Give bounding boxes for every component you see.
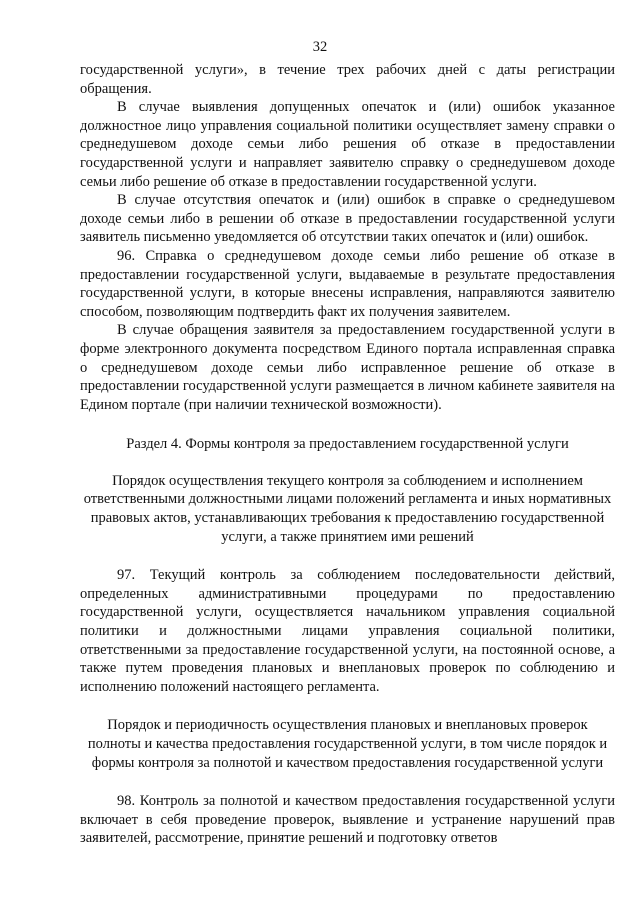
document-body [80,61,615,848]
paragraph-96: 96. Справка о среднедушевом доходе семьи либо решение об отказе в предоставлении государственной услуги, выдаваемые в результате предоставления государственной услуги, в которые внесены исправления, направляются заявителю способом, позволяющим подтвердить факт их получения заявителем. [80,247,615,320]
paragraph-electronic-document: В случае обращения заявителя за предоставлением государственной услуги в форме электронного документа посредством Единого портала исправленная справка о среднедушевом доходе семьи либо исправленное решение об отказе в предоставлении государственной услуги размещается в личном кабинете заявителя на Едином портале (при наличии технической возможности). [80,322,615,413]
paragraph-97: 97. Текущий контроль за соблюдением последовательности действий, определенных административными процедурами по предоставлению государственной услуги, осуществляется начальником управления социальной политики и должностными лицами управления социальной политики, ответственными за предоставление государственной услуги, на постоянной основе, а также путем проведения плановых и внеплановых проверок по соблюдению и исполнению положений настоящего регламента. [80,567,615,695]
paragraph-typo-correction: В случае выявления допущенных опечаток и (или) ошибок указанное должностное лицо управления социальной политики осуществляет замену справки о среднедушевом доходе семьи либо решения об отказе в предоставлении государственной услуги и направляет заявителю справку о среднедушевом доходе семьи либо решение об отказе в предоставлении государственной услуги. [80,99,615,190]
paragraph-continuation: государственной услуги», в течение трех рабочих дней с даты регистрации обращения. [80,62,615,97]
page-number: 32 [312,39,328,55]
subheading-current-control: Порядок осуществления текущего контроля за соблюдением и исполнением ответственными должностными лицами положений регламента и иных нормативных правовых актов, устанавливающих требования к предоставлению государственной услуги, а также принятием ими решений [83,472,612,545]
paragraph-98: 98. Контроль за полнотой и качеством предоставления государственной услуги включает в себя проведение проверок, выявление и устранение нарушений прав заявителей, рассмотрение, принятие решений и подготовку ответов [80,793,615,847]
subheading-inspections: Порядок и периодичность осуществления плановых и внеплановых проверок полноты и качества предоставления государственной услуги, в том числе порядок и формы контроля за полнотой и качеством предоставления государственной услуги [87,717,608,771]
section-4-title: Раздел 4. Формы контроля за предоставлением государственной услуги [126,436,569,453]
paragraph-no-typos-notice: В случае отсутствия опечаток и (или) ошибок в справке о среднедушевом доходе семьи либо в решении об отказе в предоставлении государственной услуги заявитель письменно уведомляется об отсутствии таких опечаток и (или) ошибок. [80,192,615,246]
